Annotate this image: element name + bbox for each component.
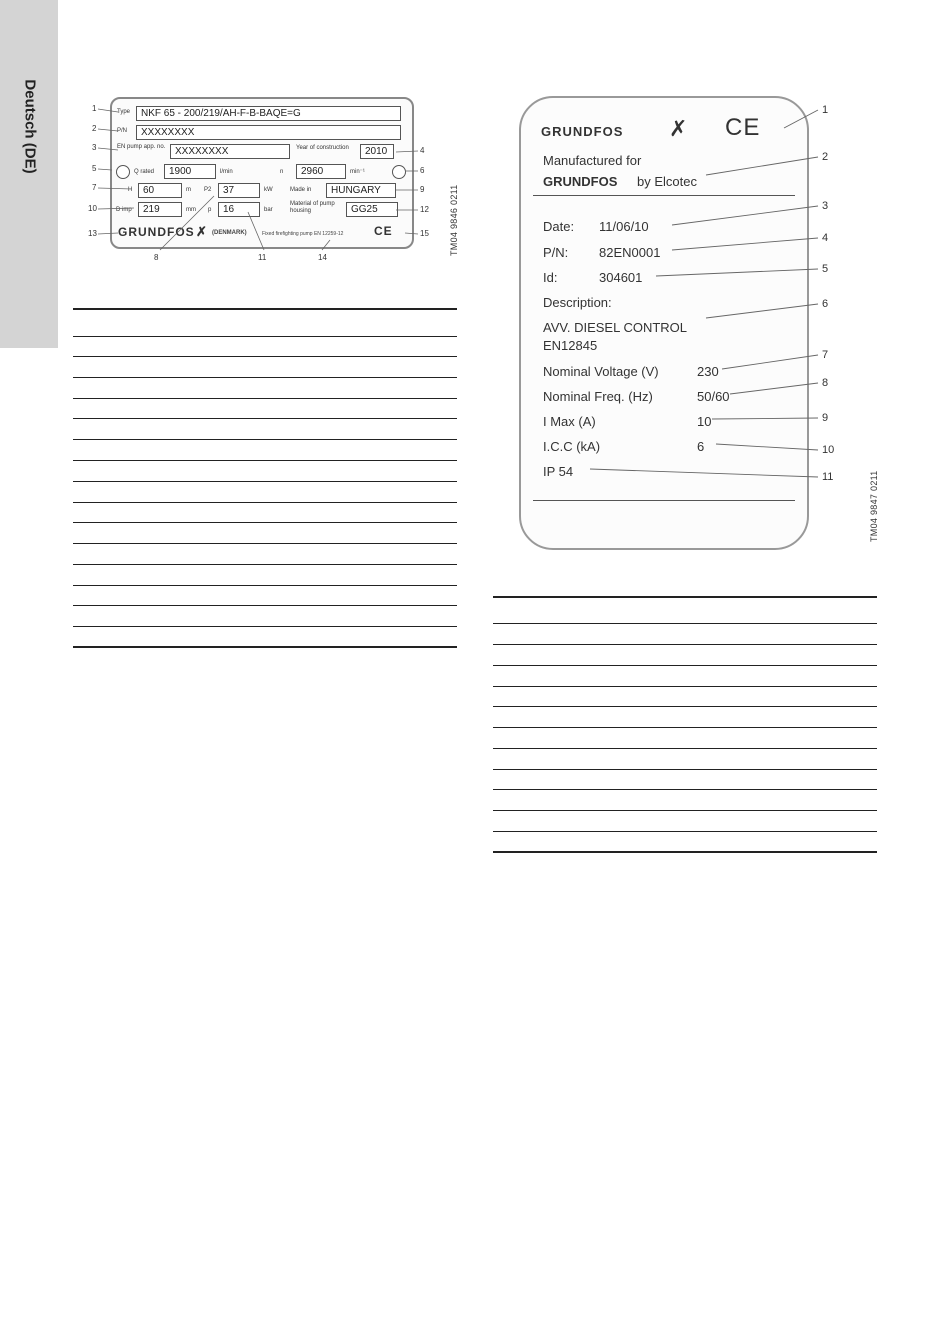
- manufactured-brand: GRUNDFOS: [543, 174, 618, 189]
- q-unit: l/min: [220, 169, 233, 175]
- pn-label: P/N: [117, 128, 128, 134]
- dimp-value: 219: [138, 202, 182, 217]
- left-table-row-rule: [73, 418, 457, 419]
- right-table-row-rule: [493, 623, 877, 624]
- right-table-row-rule: [493, 644, 877, 645]
- material-label: Material of pump housing: [290, 201, 335, 214]
- en-value: XXXXXXXX: [170, 144, 290, 159]
- left-callout-6: 6: [420, 166, 425, 175]
- material-value: GG25: [346, 202, 398, 217]
- right-callout-11: 11: [822, 471, 834, 483]
- left-table-bottom-rule: [73, 646, 457, 648]
- p-label: p: [208, 207, 212, 213]
- grundfos-x-icon-right: ✗: [669, 116, 689, 141]
- left-table-row-rule: [73, 377, 457, 378]
- right-callout-9: 9: [822, 412, 829, 424]
- language-label-container: [6, 70, 52, 200]
- language-label: Deutsch (DE): [21, 79, 39, 174]
- right-table-row-rule: [493, 748, 877, 749]
- left-callout-12: 12: [420, 205, 429, 214]
- year-label: Year of construction: [296, 145, 349, 151]
- left-table-row-rule: [73, 398, 457, 399]
- left-callout-10: 10: [88, 204, 97, 213]
- freq-value: 50/60: [697, 389, 730, 404]
- fine-print: Fixed firefighting pump EN 12259-12: [262, 231, 344, 237]
- manufactured-for: Manufactured for: [543, 153, 642, 168]
- description-line2: EN12845: [543, 338, 598, 353]
- p-value: 16: [218, 202, 260, 217]
- right-table-row-rule: [493, 665, 877, 666]
- p2-value: 37: [218, 183, 260, 198]
- right-table-row-rule: [493, 831, 877, 832]
- h-unit: m: [186, 187, 191, 193]
- left-callout-5: 5: [92, 164, 97, 173]
- grundfos-x-icon: ✗: [196, 224, 208, 239]
- n-unit: min⁻¹: [350, 169, 365, 175]
- right-callout-5: 5: [822, 263, 829, 275]
- right-callout-8: 8: [822, 377, 829, 389]
- en-label: EN pump app. no.: [117, 144, 166, 150]
- n-value: 2960: [296, 164, 346, 179]
- pn-label-right: P/N:: [543, 245, 569, 260]
- right-callout-10: 10: [822, 444, 835, 456]
- left-table-row-rule: [73, 626, 457, 627]
- left-table-row-rule: [73, 564, 457, 565]
- description-label: Description:: [543, 295, 612, 310]
- left-callout-14: 14: [318, 253, 327, 262]
- left-table-row-rule: [73, 356, 457, 357]
- right-table-row-rule: [493, 686, 877, 687]
- right-table-row-rule: [493, 727, 877, 728]
- right-callout-7: 7: [822, 349, 829, 361]
- right-callout-1: 1: [822, 104, 829, 116]
- left-figure-code: TM04 9846 0211: [449, 184, 459, 256]
- left-table-row-rule: [73, 481, 457, 482]
- left-callout-15: 15: [420, 229, 429, 238]
- left-table-row-rule: [73, 460, 457, 461]
- ce-mark: CE: [374, 224, 393, 238]
- controller-label-plate: [519, 96, 809, 550]
- year-value: 2010: [360, 144, 394, 159]
- imax-value: 10: [697, 414, 712, 429]
- right-callout-2: 2: [822, 151, 829, 163]
- grundfos-logo-right: GRUNDFOS: [541, 124, 624, 139]
- right-table-row-rule: [493, 810, 877, 811]
- left-callout-9: 9: [420, 185, 425, 194]
- denmark-label: (DENMARK): [212, 230, 247, 236]
- manufactured-by: by Elcotec: [637, 174, 697, 189]
- mounting-hole-left: [116, 165, 130, 179]
- id-value: 304601: [599, 270, 643, 285]
- made-in-value: HUNGARY: [326, 183, 396, 198]
- dimp-label: D imp: [116, 207, 132, 213]
- h-label: H: [128, 187, 133, 193]
- pump-nameplate: [110, 97, 414, 249]
- right-table-bottom-rule: [493, 851, 877, 853]
- date-value: 11/06/10: [599, 219, 649, 234]
- left-table-row-rule: [73, 336, 457, 337]
- left-table-row-rule: [73, 585, 457, 586]
- made-in-label: Made in: [290, 187, 312, 193]
- n-label: n: [280, 169, 284, 175]
- left-callout-2: 2: [92, 124, 97, 133]
- type-value: NKF 65 - 200/219/AH-F-B-BAQE=G: [136, 106, 401, 121]
- left-table-row-rule: [73, 502, 457, 503]
- left-table-row-rule: [73, 543, 457, 544]
- imax-label: I Max (A): [543, 414, 596, 429]
- right-figure-code: TM04 9847 0211: [869, 470, 879, 542]
- icc-value: 6: [697, 439, 705, 454]
- date-label: Date:: [543, 219, 575, 234]
- p2-unit: kW: [264, 187, 273, 193]
- right-table-top-rule: [493, 596, 877, 598]
- language-side-tab: [0, 0, 58, 348]
- freq-label: Nominal Freq. (Hz): [543, 389, 653, 404]
- left-callout-13: 13: [88, 229, 97, 238]
- left-callout-11: 11: [258, 253, 267, 262]
- left-table-row-rule: [73, 522, 457, 523]
- pn-value: XXXXXXXX: [136, 125, 401, 140]
- right-table-row-rule: [493, 706, 877, 707]
- id-label: Id:: [543, 270, 558, 285]
- type-label: Type: [117, 109, 131, 115]
- left-callout-1: 1: [92, 104, 97, 113]
- left-callout-3: 3: [92, 143, 97, 152]
- left-table-row-rule: [73, 605, 457, 606]
- ce-mark-right: CE: [725, 114, 761, 141]
- dimp-unit: mm: [186, 207, 196, 213]
- right-callout-3: 3: [822, 200, 829, 212]
- voltage-value: 230: [697, 364, 719, 379]
- pn-value-right: 82EN0001: [599, 245, 661, 260]
- icc-label: I.C.C (kA): [543, 439, 601, 454]
- left-callout-8: 8: [154, 253, 159, 262]
- left-table-row-rule: [73, 439, 457, 440]
- right-table-row-rule: [493, 789, 877, 790]
- ip-rating: IP 54: [543, 464, 574, 479]
- description-line1: AVV. DIESEL CONTROL: [543, 320, 688, 335]
- voltage-label: Nominal Voltage (V): [543, 364, 659, 379]
- p-unit: bar: [264, 207, 273, 213]
- grundfos-logo: GRUNDFOS: [118, 225, 195, 239]
- h-value: 60: [138, 183, 182, 198]
- right-callout-4: 4: [822, 232, 829, 244]
- right-table-row-rule: [493, 769, 877, 770]
- q-label: Q rated: [134, 169, 155, 175]
- footer-divider: [533, 500, 795, 501]
- right-callout-6: 6: [822, 298, 829, 310]
- left-callout-7: 7: [92, 183, 97, 192]
- left-table-top-rule: [73, 308, 457, 310]
- mounting-hole-right: [392, 165, 406, 179]
- p2-label: P2: [204, 187, 212, 193]
- left-callout-4: 4: [420, 146, 425, 155]
- q-value: 1900: [164, 164, 216, 179]
- header-divider: [533, 195, 795, 196]
